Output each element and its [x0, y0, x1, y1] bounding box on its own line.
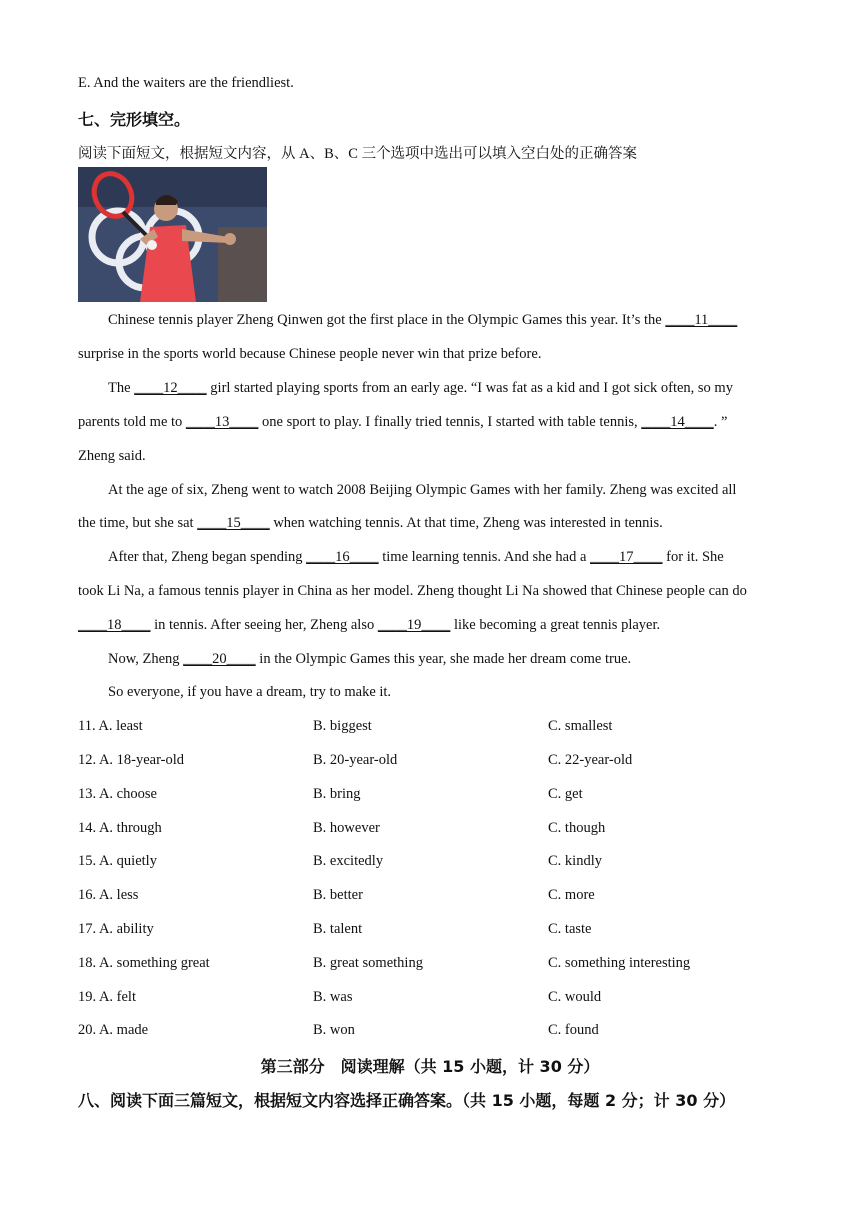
blank-15: ____15____	[197, 515, 270, 531]
passage-line	[108, 312, 737, 329]
passage-line	[108, 380, 733, 397]
option-b: B. 20-year-old	[313, 752, 398, 768]
blank-11: ____11____	[665, 312, 738, 328]
passage-text: girl started playing sports from an early age. “I was fat as a kid and I got sick often, so my	[206, 380, 733, 396]
blank-13: ____13____	[185, 414, 259, 430]
option-c: C. taste	[548, 921, 592, 937]
blank-19: ____19____	[377, 617, 451, 633]
option-a: 16. A. less	[78, 887, 139, 903]
blank-18: ____18____	[78, 617, 151, 633]
passage-line	[78, 515, 663, 532]
option-a: 20. A. made	[78, 1022, 149, 1038]
option-e-line: E. And the waiters are the friendliest.	[78, 75, 294, 91]
passage-text: Chinese tennis player Zheng Qinwen got the first place in the Olympic Games this year. It’s the	[108, 312, 666, 328]
option-a: 14. A. through	[78, 820, 162, 836]
option-c: C. would	[548, 989, 602, 1005]
passage-text: one sport to play. I finally tried tennis, I started with table tennis,	[258, 414, 642, 430]
option-a: 17. A. ability	[78, 921, 154, 937]
option-b: B. biggest	[313, 718, 372, 734]
option-c: C. kindly	[548, 853, 602, 869]
passage-text: time learning tennis. And she had a	[378, 549, 591, 565]
option-b: B. was	[313, 989, 353, 1005]
passage-text: parents told me to	[78, 414, 186, 430]
part-3-title: 第三部分 阅读理解（共 15 小题，计 30 分）	[260, 1057, 600, 1076]
passage-line	[108, 549, 724, 566]
passage-text: like becoming a great tennis player.	[450, 617, 661, 633]
option-a: 12. A. 18-year-old	[78, 752, 185, 768]
passage-line	[108, 651, 631, 668]
option-c: C. get	[548, 786, 583, 802]
option-b: B. bring	[313, 786, 361, 802]
blank-12: ____12____	[134, 380, 207, 396]
passage-text: After that, Zheng began spending	[108, 549, 307, 565]
option-b: B. won	[313, 1022, 355, 1038]
option-c: C. found	[548, 1022, 599, 1038]
option-c: C. something interesting	[548, 955, 691, 971]
option-b: B. talent	[313, 921, 363, 937]
option-b: B. excitedly	[313, 853, 384, 869]
option-b: B. better	[313, 887, 363, 903]
passage-line	[78, 414, 727, 431]
passage-line: So everyone, if you have a dream, try to make it.	[108, 684, 392, 700]
section-8-title: 八、阅读下面三篇短文，根据短文内容选择正确答案。（共 15 小题，每题 2 分；计 30 分）	[78, 1091, 736, 1110]
blank-17: ____17____	[590, 549, 663, 565]
option-b: B. however	[313, 820, 380, 836]
passage-text: . ”	[713, 414, 728, 430]
option-a: 11. A. least	[78, 718, 143, 734]
option-c: C. more	[548, 887, 595, 903]
tennis-player-photo	[78, 167, 267, 302]
blank-14: ____14____	[641, 414, 714, 430]
option-a: 15. A. quietly	[78, 853, 157, 869]
passage-text: Now, Zheng	[108, 651, 184, 667]
passage-text: in the Olympic Games this year, she made her dream come true.	[255, 651, 632, 667]
passage-line: took Li Na, a famous tennis player in China as her model. Zheng thought Li Na showed that Chinese people can do	[78, 583, 747, 599]
option-c: C. though	[548, 820, 606, 836]
blank-16: ____16____	[306, 549, 379, 565]
option-c: C. 22-year-old	[548, 752, 633, 768]
passage-text: when watching tennis. At that time, Zheng was interested in tennis.	[269, 515, 663, 531]
passage-line	[78, 617, 660, 634]
passage-line: Zheng said.	[78, 448, 146, 464]
option-a: 13. A. choose	[78, 786, 157, 802]
option-c: C. smallest	[548, 718, 613, 734]
passage-text: in tennis. After seeing her, Zheng also	[150, 617, 378, 633]
option-b: B. great something	[313, 955, 423, 971]
passage-text: the time, but she sat	[78, 515, 198, 531]
passage-text: The	[108, 380, 135, 396]
blank-20: ____20____	[183, 651, 256, 667]
passage-line: At the age of six, Zheng went to watch 2008 Beijing Olympic Games with her family. Zheng was excited all	[108, 482, 737, 498]
passage-text: for it. She	[662, 549, 724, 565]
passage-line: surprise in the sports world because Chinese people never win that prize before.	[78, 346, 542, 362]
option-a: 19. A. felt	[78, 989, 136, 1005]
section-7-instruction: 阅读下面短文，根据短文内容，从 A、B、C 三个选项中选出可以填入空白处的正确答案	[78, 146, 638, 162]
option-a: 18. A. something great	[78, 955, 210, 971]
section-7-title: 七、完形填空。	[78, 110, 191, 129]
